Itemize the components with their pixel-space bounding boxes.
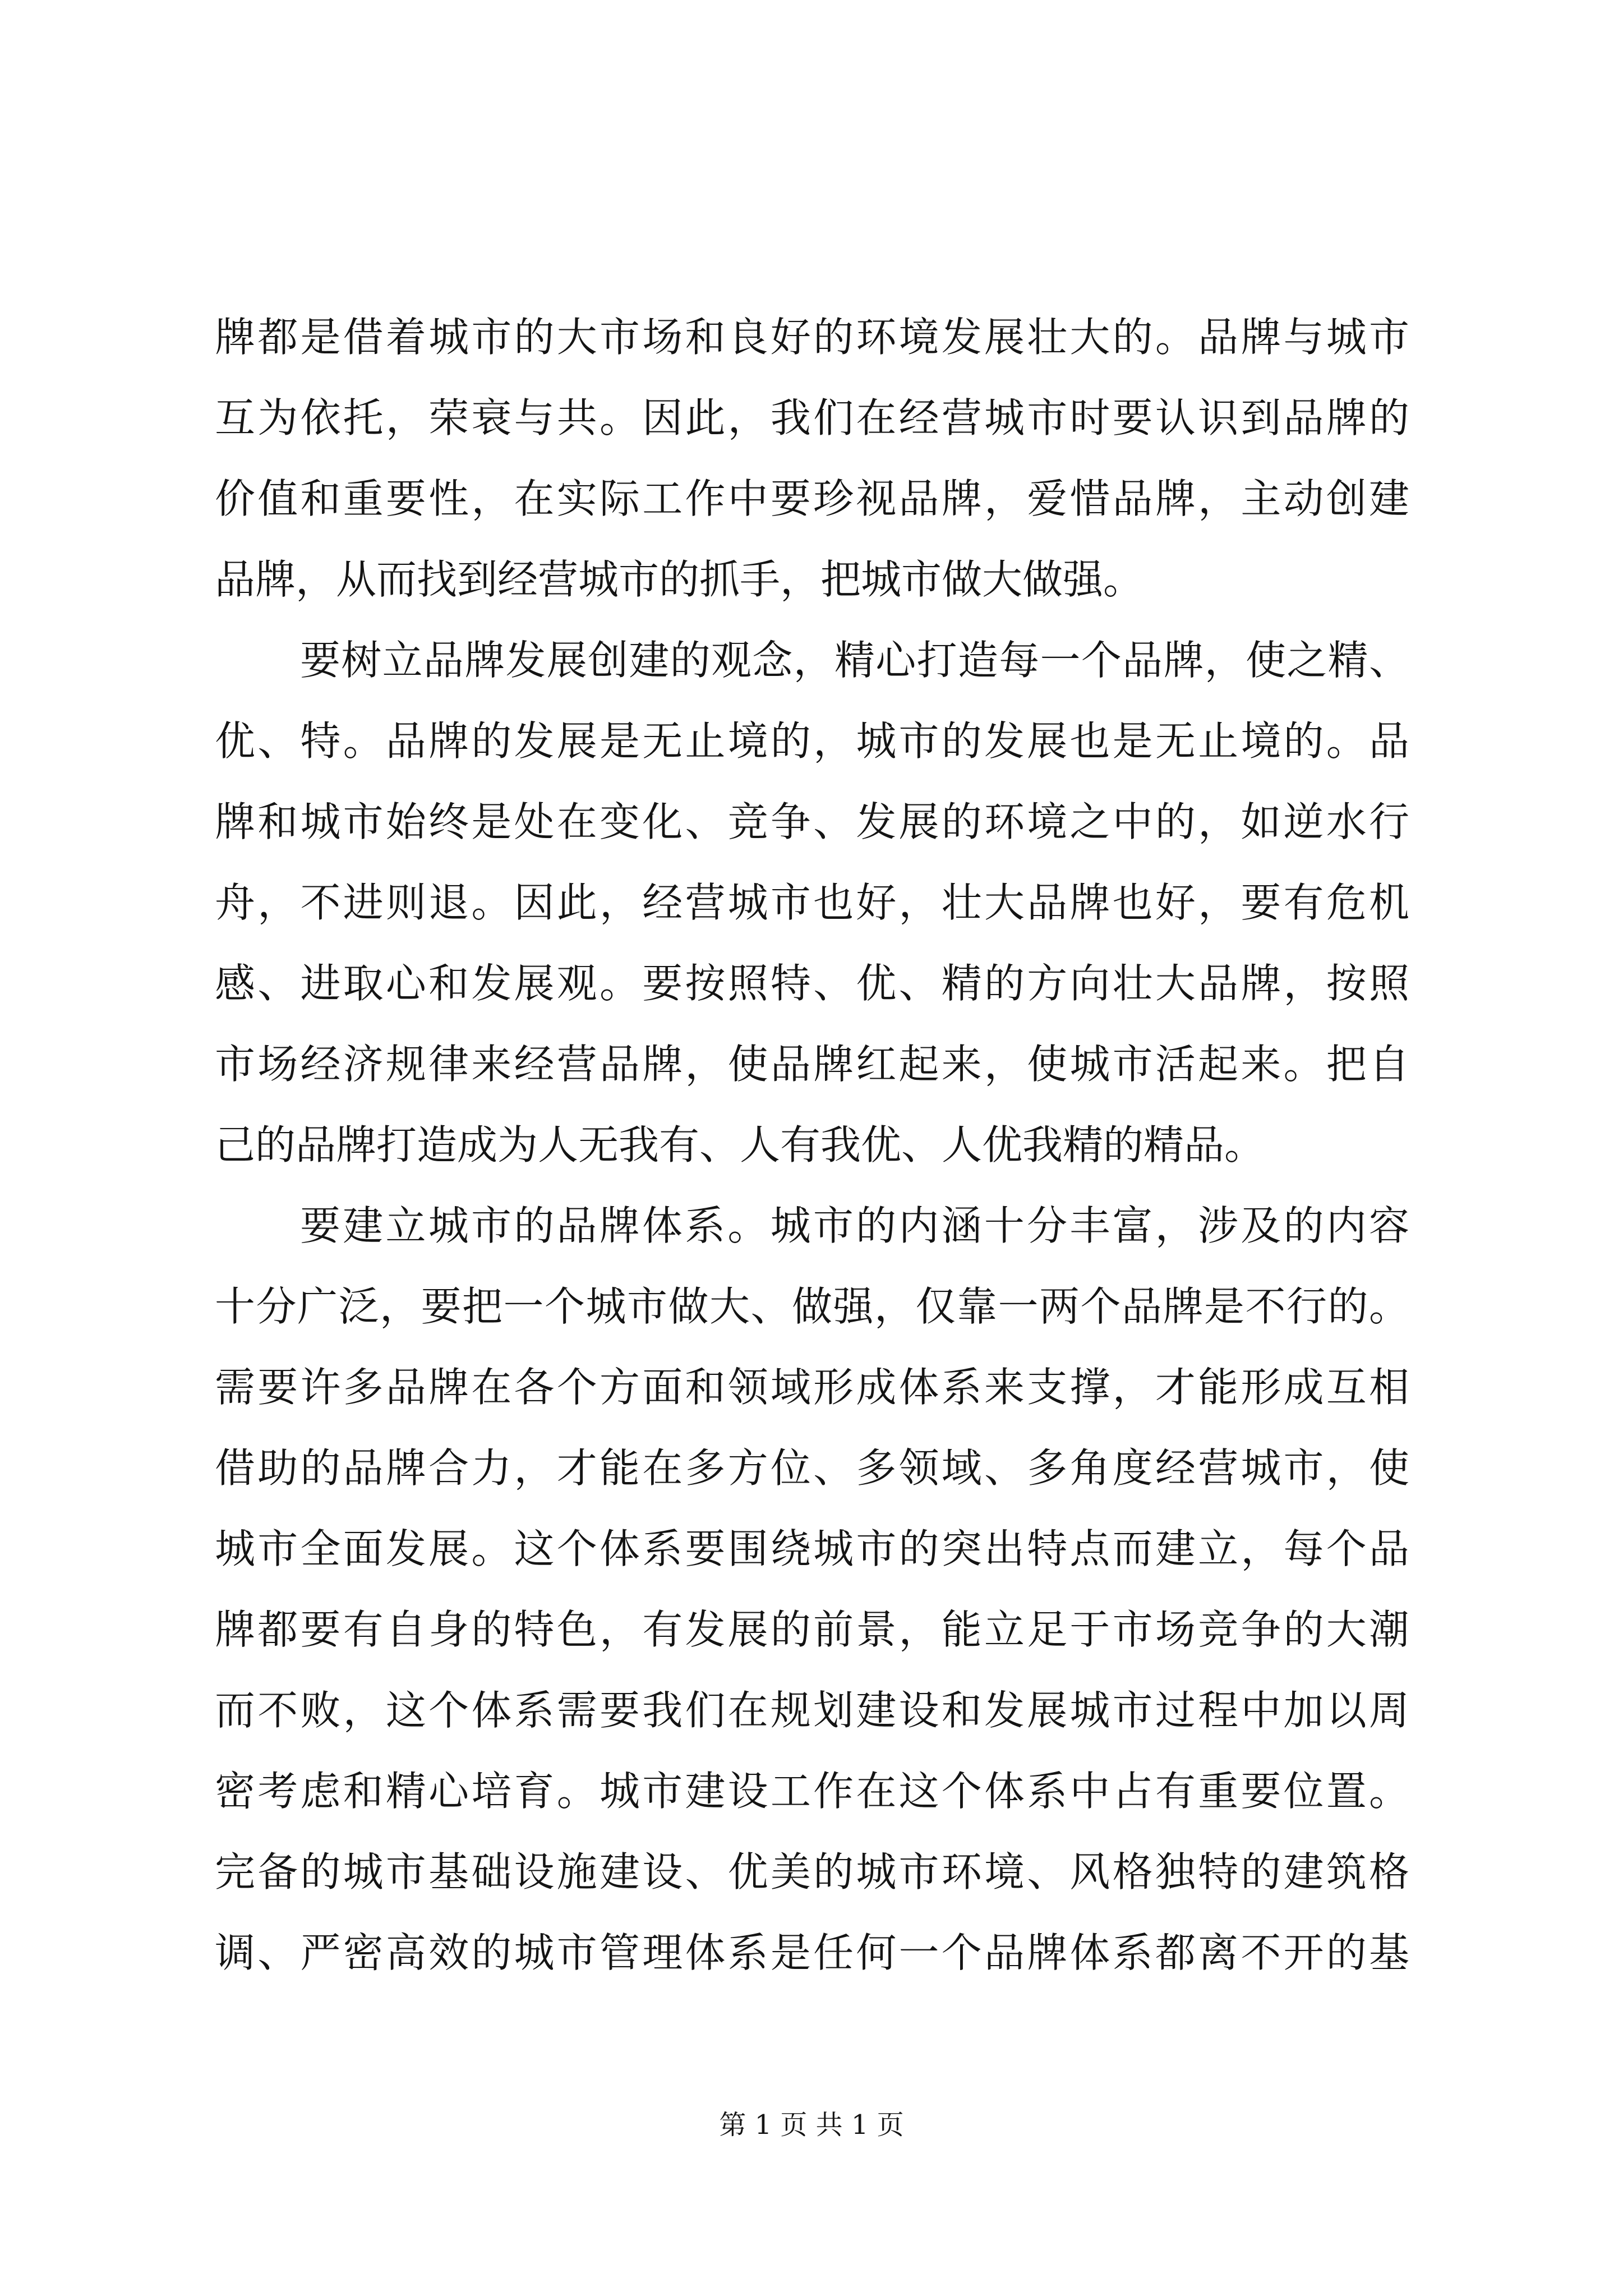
text-line: 品牌，从而找到经营城市的抓手，把城市做大做强。 xyxy=(215,556,1144,603)
text-line: 优、特。品牌的发展是无止境的，城市的发展也是无止境的。品 xyxy=(215,717,1409,765)
paragraph xyxy=(215,1185,1409,1993)
text-line: 价值和重要性，在实际工作中要珍视品牌，爱惜品牌，主动创建 xyxy=(215,475,1409,522)
text-line: 互为依托，荣衰与共。因此，我们在经营城市时要认识到品牌的 xyxy=(215,394,1409,441)
text-line: 要树立品牌发展创建的观念，精心打造每一个品牌，使之精、 xyxy=(300,637,1409,684)
text-line: 而不败，这个体系需要我们在规划建设和发展城市过程中加以周 xyxy=(215,1687,1409,1734)
document-body xyxy=(215,297,1409,1993)
page-number-footer: 第 1 页 共 1 页 xyxy=(719,2109,904,2141)
text-line: 需要许多品牌在各个方面和领域形成体系来支撑，才能形成互相 xyxy=(215,1364,1409,1411)
text-line: 牌都要有自身的特色，有发展的前景，能立足于市场竞争的大潮 xyxy=(215,1606,1409,1653)
text-line: 舟，不进则退。因此，经营城市也好，壮大品牌也好，要有危机 xyxy=(215,879,1409,926)
paragraph xyxy=(215,620,1409,1185)
text-line: 调、严密高效的城市管理体系是任何一个品牌体系都离不开的基 xyxy=(215,1929,1409,1976)
text-line: 完备的城市基础设施建设、优美的城市环境、风格独特的建筑格 xyxy=(215,1848,1409,1895)
text-line: 城市全面发展。这个体系要围绕城市的突出特点而建立，每个品 xyxy=(215,1525,1409,1572)
text-line: 牌都是借着城市的大市场和良好的环境发展壮大的。品牌与城市 xyxy=(215,314,1409,361)
text-line: 市场经济规律来经营品牌，使品牌红起来，使城市活起来。把自 xyxy=(215,1041,1409,1088)
text-line: 十分广泛，要把一个城市做大、做强，仅靠一两个品牌是不行的。 xyxy=(215,1283,1409,1330)
text-line: 感、进取心和发展观。要按照特、优、精的方向壮大品牌，按照 xyxy=(215,960,1409,1007)
paragraph xyxy=(215,297,1409,620)
text-line: 要建立城市的品牌体系。城市的内涵十分丰富，涉及的内容 xyxy=(300,1202,1409,1249)
text-line: 借助的品牌合力，才能在多方位、多领域、多角度经营城市，使 xyxy=(215,1444,1409,1492)
text-line: 己的品牌打造成为人无我有、人有我优、人优我精的精品。 xyxy=(215,1121,1265,1168)
text-line: 密考虑和精心培育。城市建设工作在这个体系中占有重要位置。 xyxy=(215,1768,1409,1815)
text-line: 牌和城市始终是处在变化、竞争、发展的环境之中的，如逆水行 xyxy=(215,798,1409,845)
